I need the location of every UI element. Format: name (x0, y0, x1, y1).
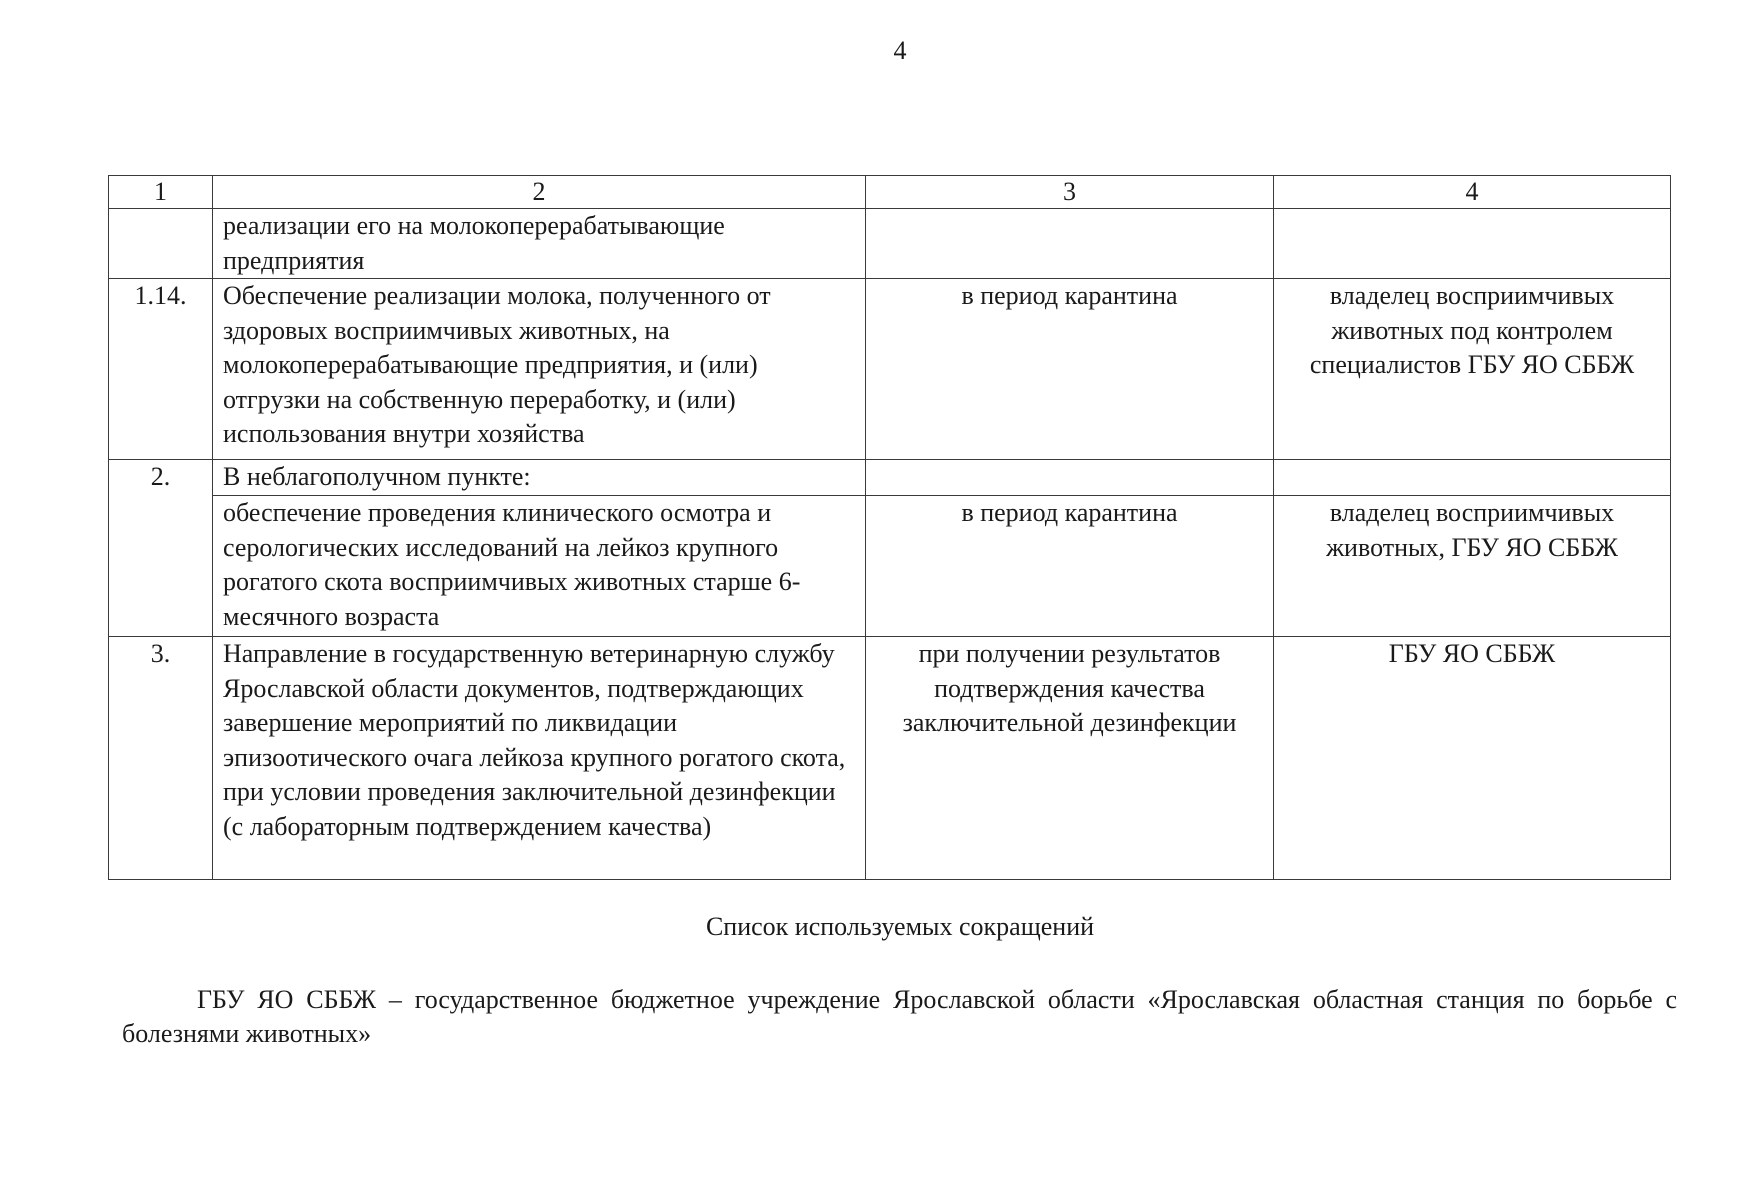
measures-table (108, 175, 1671, 880)
period-text: при получении результатов подтверждения качества заключительной дезинфекции (866, 637, 1274, 880)
table-row (109, 460, 1671, 496)
header-cell-1: 1 (109, 176, 213, 209)
responsible-text: ГБУ ЯО СББЖ (1274, 637, 1671, 880)
row-number: 3. (109, 637, 213, 880)
table-row (109, 637, 1671, 880)
table-row (109, 209, 1671, 279)
responsible-text: владелец восприимчивых животных под контролем специалистов ГБУ ЯО СББЖ (1274, 279, 1671, 460)
measure-text: В неблагополучном пункте: (213, 460, 866, 496)
period-text: в период карантина (866, 496, 1274, 637)
page-number: 4 (893, 36, 907, 65)
row-number: 1.14. (109, 279, 213, 460)
measure-text: реализации его на молокоперерабатывающие предприятия (213, 209, 866, 279)
responsible-text: владелец восприимчивых животных, ГБУ ЯО СББЖ (1274, 496, 1671, 637)
table-header-row (109, 176, 1671, 209)
period-text (866, 460, 1274, 496)
header-cell-4: 4 (1274, 176, 1671, 209)
abbreviations-heading: Список используемых сокращений (705, 912, 1095, 941)
measure-text: Направление в государственную ветеринарную службу Ярославской области документов, подтверждающих завершение мероприятий по ликвидации эпизоотического очага лейкоза крупного рогатого скота, при условии проведения заключительной дезинфекции (с лабораторным подтверждением качества) (213, 637, 866, 880)
table-row (109, 279, 1671, 460)
measure-text: Обеспечение реализации молока, полученного от здоровых восприимчивых животных, на молокоперерабатывающие предприятия, и (или) отгрузки на собственную переработку, и (или) использования внутри хозяйства (213, 279, 866, 460)
row-number (109, 209, 213, 279)
header-cell-3: 3 (866, 176, 1274, 209)
period-text: в период карантина (866, 279, 1274, 460)
period-text (866, 209, 1274, 279)
measure-text: обеспечение проведения клинического осмотра и серологических исследований на лейкоз крупного рогатого скота восприимчивых животных старше 6-месячного возраста (213, 496, 866, 637)
responsible-text (1274, 209, 1671, 279)
header-cell-2: 2 (213, 176, 866, 209)
table-row (109, 496, 1671, 637)
abbreviation-item: ГБУ ЯО СББЖ – государственное бюджетное учреждение Ярославской области «Ярославская областная станция по борьбе с болезнями животных» (122, 985, 1677, 1048)
row-number: 2. (109, 460, 213, 637)
responsible-text (1274, 460, 1671, 496)
